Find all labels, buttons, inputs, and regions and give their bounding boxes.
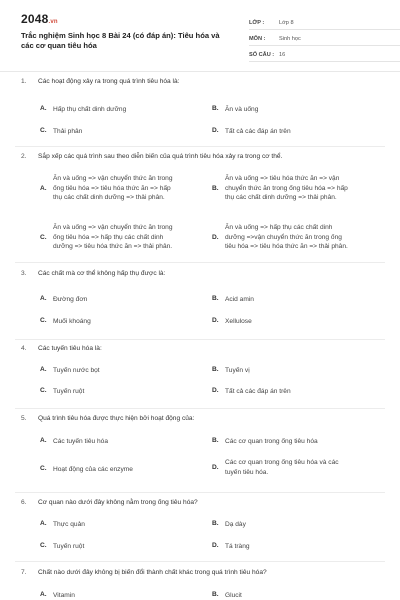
option-letter: B. (212, 295, 219, 302)
option-line: ống tiêu hóa => tiêu hóa thức ăn => hấp (53, 184, 171, 192)
option-d[interactable] (212, 458, 339, 477)
question-divider (15, 339, 385, 340)
option-line: dưỡng =>vận chuyển thức ăn trong ống (225, 233, 342, 241)
question-prompt: Sắp xếp các quá trình sau theo diễn biến của quá trình tiêu hóa xảy ra trong cơ thể. (38, 153, 283, 160)
option-c[interactable] (40, 465, 133, 475)
option-a[interactable] (40, 174, 173, 203)
option-letter: D. (212, 317, 219, 324)
option-line: thụ các chất dinh dưỡng => thải phân. (53, 194, 165, 202)
option-letter: C. (40, 233, 47, 241)
info-key: LỚP : (249, 19, 265, 26)
option-letter: A. (40, 295, 47, 302)
option-letter: B. (212, 105, 219, 112)
info-key: MÔN : (249, 35, 266, 42)
question-prompt: Các hoạt động xảy ra trong quá trình tiêu hóa là: (38, 78, 180, 85)
page-header (21, 12, 381, 68)
option-letter: D. (212, 464, 219, 472)
option-text: Tuyến vị (225, 367, 250, 374)
option-a[interactable] (40, 105, 126, 115)
option-letter: D. (212, 233, 219, 241)
header-divider (0, 71, 400, 72)
option-line: thụ các chất dinh dưỡng => thải phân. (225, 194, 337, 202)
option-text: Các cơ quan trong ống tiêu hóa (225, 438, 318, 445)
question-prompt: Quá trình tiêu hóa được thực hiện bởi hoạt động của: (38, 415, 195, 422)
option-a[interactable] (40, 591, 75, 600)
question-divider (15, 561, 385, 562)
option-letter: B. (212, 366, 219, 373)
option-letter: C. (40, 317, 47, 324)
option-letter: B. (212, 184, 219, 192)
option-letter: A. (40, 184, 47, 192)
question-prompt: Các chất mà cơ thể không hấp thụ được là: (38, 270, 166, 277)
option-d[interactable] (212, 542, 250, 552)
option-letter: D. (212, 542, 219, 549)
option-text (225, 174, 348, 203)
question-text (21, 569, 381, 576)
option-letter: C. (40, 465, 47, 472)
option-letter: D. (212, 127, 219, 134)
option-text: Tuyến nước bọt (53, 367, 100, 374)
option-b[interactable] (212, 437, 318, 447)
question-text (21, 415, 381, 422)
option-letter: A. (40, 105, 47, 112)
option-line: tuyến tiêu hóa. (225, 468, 269, 476)
option-line: Ăn và uống => hấp thụ các chất dinh (225, 224, 333, 231)
option-letter: C. (40, 387, 47, 394)
option-c[interactable] (40, 317, 91, 327)
option-line: Ăn và uống => vận chuyển thức ăn trong (53, 224, 173, 231)
logo-main: 2048 (21, 12, 49, 26)
option-text: Tất cả các đáp án trên (225, 128, 291, 135)
question-text (21, 345, 381, 352)
option-text: Muối khoáng (53, 318, 91, 325)
option-text: Tất cả các đáp án trên (225, 388, 291, 395)
option-text: Xellulose (225, 318, 252, 325)
option-text: Hoạt động của các enzyme (53, 466, 133, 473)
question-divider (15, 408, 385, 409)
option-d[interactable] (212, 127, 291, 137)
option-b[interactable] (212, 105, 258, 115)
question-prompt: Chất nào dưới đây không bị biến đổi thành chất khác trong quá trình tiêu hóa? (38, 569, 267, 576)
option-text: Vitamin (53, 592, 75, 599)
option-line: Ăn và uống => tiêu hóa thức ăn => vận (225, 175, 340, 182)
option-letter: A. (40, 520, 47, 527)
info-value: 16 (279, 51, 286, 58)
option-letter: A. (40, 591, 47, 598)
question-number: 2. (21, 153, 27, 160)
info-key: SỐ CÂU : (249, 51, 275, 58)
info-panel (249, 16, 400, 64)
option-c[interactable] (40, 223, 173, 252)
option-line: ống tiêu hóa => hấp thụ các chất dinh (53, 233, 164, 241)
question-text (21, 270, 381, 277)
option-a[interactable] (40, 520, 85, 530)
question-divider (15, 146, 385, 147)
option-letter: D. (212, 387, 219, 394)
option-d[interactable] (212, 317, 252, 327)
option-letter: A. (40, 437, 47, 444)
option-text: Tuyến ruột (53, 388, 85, 395)
option-text (225, 458, 339, 477)
option-text: Tá tràng (225, 543, 250, 550)
option-text: Các tuyến tiêu hóa (53, 438, 108, 445)
option-text: Glucit (225, 592, 242, 599)
option-text: Đường đơn (53, 296, 88, 303)
question-number: 3. (21, 270, 27, 277)
question-number: 4. (21, 345, 27, 352)
option-b[interactable] (212, 295, 254, 305)
option-letter: B. (212, 520, 219, 527)
option-line: dưỡng => tiêu hóa thức ăn => thải phân. (53, 243, 173, 251)
question-number: 6. (21, 499, 27, 506)
question-text (21, 78, 381, 85)
option-text (53, 174, 173, 203)
option-a[interactable] (40, 366, 100, 376)
question-prompt: Cơ quan nào dưới đây không nằm trong ống tiêu hóa? (38, 499, 198, 506)
option-text: Ăn và uống (225, 106, 259, 113)
info-row-subject (249, 32, 400, 46)
option-text: Thực quản (53, 521, 85, 528)
option-line: tiêu hóa => tiêu hóa thức ăn => thải phân. (225, 243, 348, 251)
logo-suffix: .vn (48, 19, 58, 25)
question-divider (15, 492, 385, 493)
option-b[interactable] (212, 520, 246, 530)
info-row-class (249, 16, 400, 30)
option-text (225, 223, 348, 252)
option-text: Thải phân (53, 128, 83, 135)
info-value: Lớp 8 (279, 19, 294, 26)
option-line: Các cơ quan trong ống tiêu hóa và các (225, 459, 339, 466)
question-divider (15, 262, 385, 263)
option-text (53, 223, 173, 252)
question-number: 7. (21, 569, 27, 576)
option-d[interactable] (212, 387, 291, 397)
question-number: 1. (21, 78, 27, 85)
option-a[interactable] (40, 437, 108, 447)
question-text (21, 153, 381, 160)
question-prompt: Các tuyến tiêu hóa là: (38, 345, 102, 352)
option-b[interactable] (212, 174, 348, 203)
option-line: Ăn và uống => vận chuyển thức ăn trong (53, 175, 173, 182)
option-a[interactable] (40, 295, 87, 305)
option-letter: C. (40, 127, 47, 134)
option-letter: B. (212, 437, 219, 444)
info-row-question-count (249, 48, 400, 62)
option-line: chuyển thức ăn trong ống tiêu hóa => hấp (225, 184, 348, 192)
option-c[interactable] (40, 542, 84, 552)
question-text (21, 499, 381, 506)
option-letter: A. (40, 366, 47, 373)
option-letter: C. (40, 542, 47, 549)
question-number: 5. (21, 415, 27, 422)
option-b[interactable] (212, 591, 242, 600)
option-text: Hấp thụ chất dinh dưỡng (53, 106, 127, 113)
option-c[interactable] (40, 387, 84, 397)
option-c[interactable] (40, 127, 82, 137)
option-d[interactable] (212, 223, 348, 252)
site-logo[interactable] (21, 12, 58, 26)
option-text: Dạ dày (225, 521, 246, 528)
option-text: Acid amin (225, 296, 254, 303)
info-value: Sinh học (279, 35, 301, 42)
option-text: Tuyến ruột (53, 543, 85, 550)
option-letter: B. (212, 591, 219, 598)
option-b[interactable] (212, 366, 250, 376)
document-title: Trắc nghiệm Sinh học 8 Bài 24 (có đáp án): Tiêu hóa và các cơ quan tiêu hóa (21, 31, 220, 50)
